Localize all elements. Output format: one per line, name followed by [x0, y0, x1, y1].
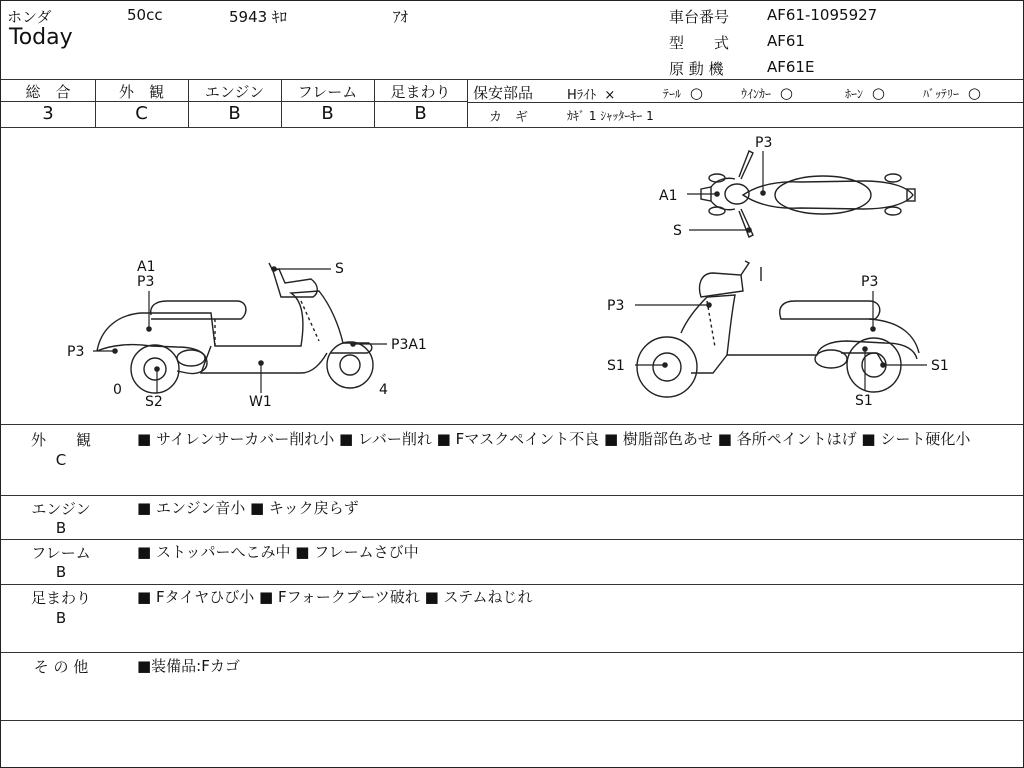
remark-category-frame: フレーム	[31, 544, 91, 562]
diagram-label: P3A1	[391, 337, 427, 353]
safety-label: 保安部品	[473, 84, 534, 102]
remark-text-other: ■装備品:Fカゴ	[137, 657, 240, 675]
diagram-label: S	[335, 261, 344, 277]
grade-value-frame: B	[321, 103, 334, 124]
safety-item-headlight: Hﾗｲﾄ ×	[567, 88, 616, 103]
diagram-label: S1	[607, 358, 625, 374]
winker-status-mark: ○	[779, 84, 793, 102]
scooter-top-view	[701, 151, 915, 237]
remark-category-engine: エンジン	[31, 500, 91, 518]
divider	[1, 424, 1023, 425]
grade-value-overall: 3	[42, 103, 54, 124]
engine-label: 原 動 機	[669, 60, 724, 78]
grade-label-overall: 総 合	[25, 83, 71, 101]
safety-item-tail: ﾃｰﾙ ○	[663, 84, 703, 102]
grade-label-suspension: 足まわり	[390, 83, 451, 101]
divider	[1, 539, 1023, 540]
divider	[1, 495, 1023, 496]
remark-grade-frame: B	[55, 563, 67, 581]
safety-item-winker: ｳｲﾝｶｰ ○	[741, 84, 793, 102]
remark-text-suspension: ■ Fタイヤひび小 ■ Fフォークブーツ破れ ■ ステムねじれ	[137, 588, 533, 606]
headlight-status-mark: ×	[604, 88, 616, 103]
remark-text-exterior: ■ サイレンサーカバー削れ小 ■ レバー削れ ■ Fマスクペイント不良 ■ 樹脂部色あせ ■ 各所ペイントはげ ■ シート硬化小	[137, 430, 971, 448]
remark-category-other: そ の 他	[33, 658, 89, 676]
engine-value: AF61E	[767, 58, 815, 76]
damage-diagram	[1, 128, 1023, 424]
displacement: 50cc	[127, 6, 163, 24]
diagram-label: S	[673, 223, 682, 239]
divider	[1, 720, 1023, 721]
type-value: AF61	[767, 32, 805, 50]
key-value: ｶｷﾞ 1 ｼｬｯﾀｰｷｰ 1	[567, 109, 654, 123]
key-label: カ ギ	[489, 110, 529, 125]
diagram-label: A1	[659, 188, 678, 204]
grade-value-suspension: B	[414, 103, 427, 124]
remark-text-engine: ■ エンジン音小 ■ キック戻らず	[137, 499, 359, 517]
grade-label-exterior: 外 観	[118, 83, 164, 101]
remark-grade-suspension: B	[55, 609, 67, 627]
diagram-label: S1	[931, 358, 949, 374]
remark-category-exterior: 外 観	[30, 431, 91, 449]
diagram-label: S2	[145, 394, 163, 410]
diagram-label: A1	[137, 259, 156, 275]
frame-no-label: 車台番号	[669, 8, 730, 26]
divider	[467, 102, 1023, 103]
color: ｱｵ	[393, 8, 409, 26]
maker: ホンダ	[7, 8, 52, 26]
diagram-label: S1	[855, 393, 873, 409]
frame-no: AF61-1095927	[767, 6, 878, 24]
battery-status-mark: ○	[967, 84, 981, 102]
diagram-label: W1	[249, 394, 272, 410]
diagram-label: P3	[755, 135, 773, 151]
model-name: Today	[9, 25, 73, 50]
diagram-label: P3	[137, 274, 155, 290]
tail-status-mark: ○	[689, 84, 703, 102]
grade-value-exterior: C	[135, 103, 148, 124]
diagram-label: P3	[861, 274, 879, 290]
divider	[467, 79, 468, 127]
divider	[1, 584, 1023, 585]
safety-item-battery: ﾊﾞｯﾃﾘｰ ○	[923, 84, 981, 102]
remark-text-frame: ■ ストッパーへこみ中 ■ フレームさび中	[137, 543, 419, 561]
diagram-label: P3	[607, 298, 625, 314]
divider	[1, 79, 1023, 80]
divider	[1, 652, 1023, 653]
grade-value-engine: B	[228, 103, 241, 124]
type-label: 型 式	[669, 34, 730, 52]
grade-label-frame: フレーム	[297, 83, 358, 101]
grade-label-engine: エンジン	[204, 83, 265, 101]
diagram-label: 0	[113, 382, 122, 398]
horn-status-mark: ○	[871, 84, 885, 102]
diagram-label: 4	[379, 382, 388, 398]
safety-item-horn: ﾎｰﾝ ○	[845, 84, 885, 102]
remark-category-suspension: 足まわり	[30, 589, 91, 607]
mileage: 5943 ｷﾛ	[229, 8, 287, 26]
diagram-label: P3	[67, 344, 85, 360]
remark-grade-exterior: C	[55, 451, 67, 469]
remark-grade-engine: B	[55, 519, 67, 537]
